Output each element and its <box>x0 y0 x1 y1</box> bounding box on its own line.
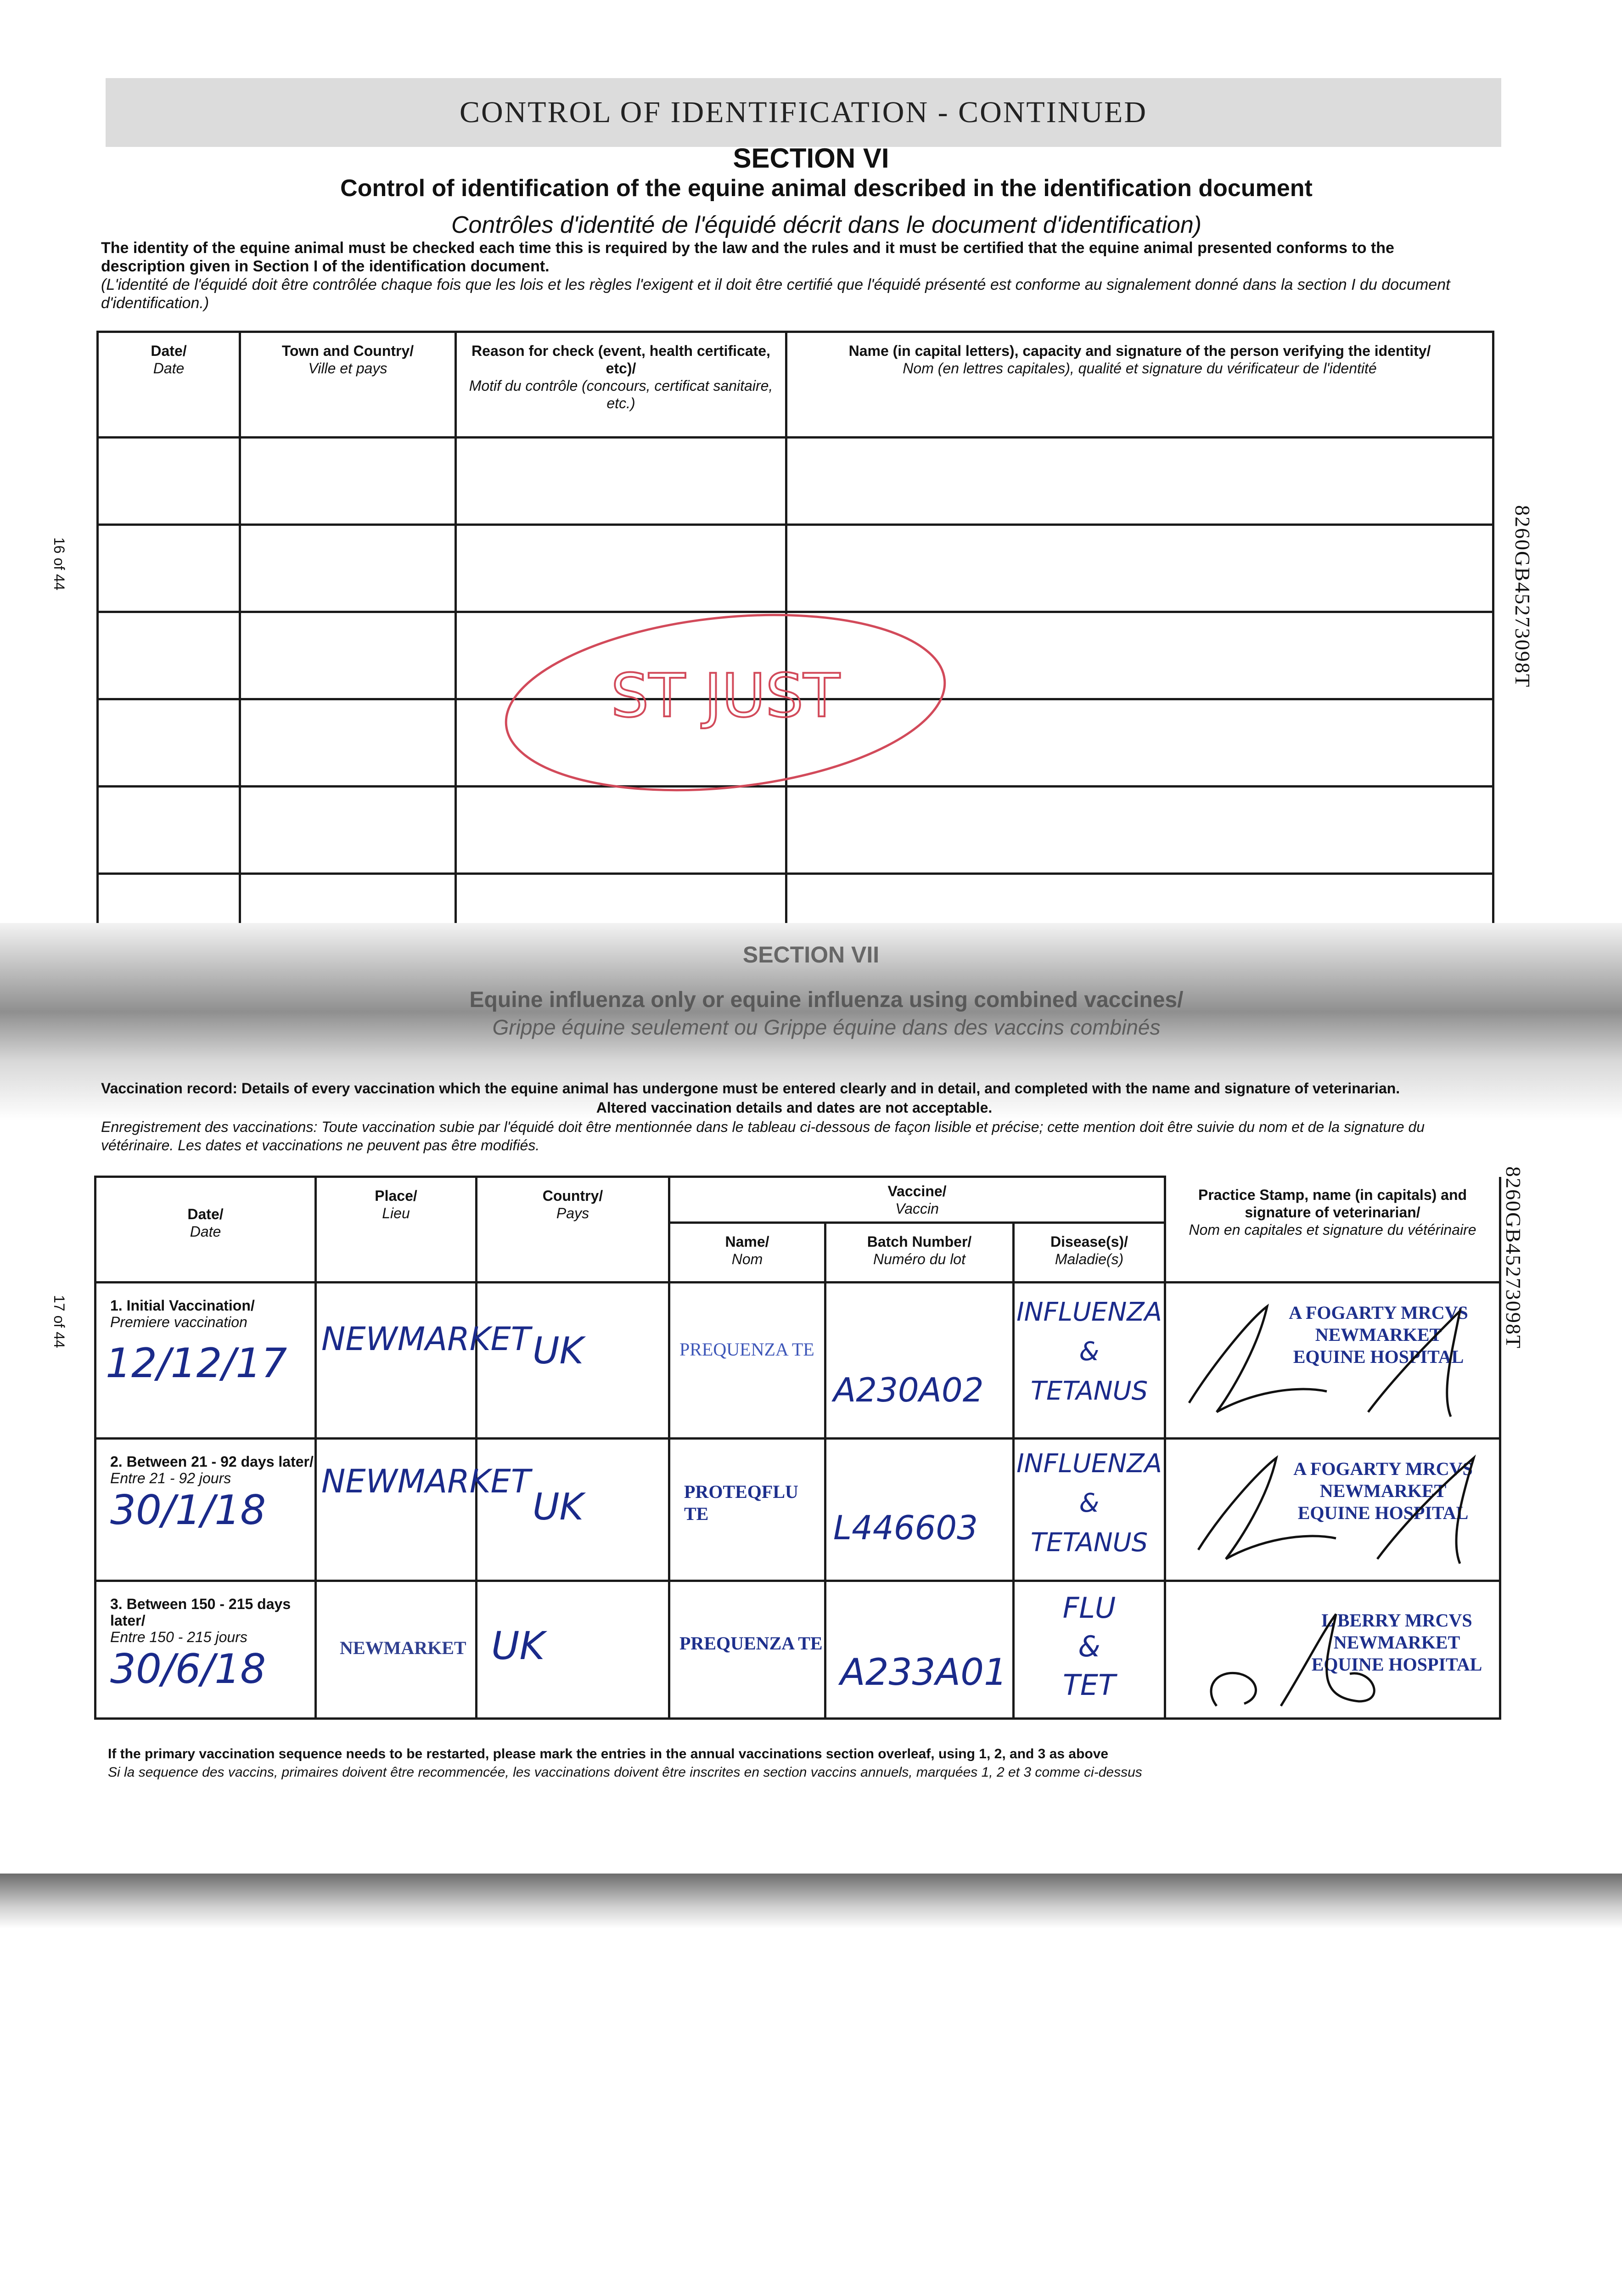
col-verifier: Name (in capital letters), capacity and signature of the person verifying the identity/ Nom (en lettres capitales), qualité et signature du vérificateur de l'identité <box>786 332 1493 438</box>
col-vaccine-name: Name/ Nom <box>669 1223 825 1283</box>
vacc-country-cell <box>477 1581 669 1719</box>
table-row <box>98 438 1493 525</box>
disease-3: TET <box>1063 1668 1116 1702</box>
col-vaccine: Vaccine/ Vaccin <box>669 1177 1165 1223</box>
vacc-name-cell <box>669 1283 825 1439</box>
col-stamp: Practice Stamp, name (in capitals) and signature of veterinarian/ Nom en capitales et signature du vétérinaire <box>1165 1177 1500 1283</box>
table-row <box>95 1581 1500 1719</box>
vacc-date-cell: 2. Between 21 - 92 days later/ Entre 21 - 92 jours 30/1/18 <box>95 1439 316 1581</box>
stamp-vet-name: A FOGARTY MRCVS <box>1293 1458 1473 1479</box>
col-batch: Batch Number/ Numéro du lot <box>825 1223 1014 1283</box>
section-vii-heading-en: Equine influenza only or equine influenza using combined vaccines/ <box>469 988 1184 1012</box>
vacc-date: 12/12/17 <box>106 1339 287 1387</box>
vacc-place-cell <box>316 1283 531 1439</box>
section-vi-title: SECTION VI <box>733 143 889 174</box>
col-place: Place/ Lieu <box>316 1177 477 1283</box>
col-date: Date/ Date <box>98 332 240 438</box>
vacc-stamp-cell <box>1165 1283 1500 1439</box>
stamp-text: ST JUST <box>611 661 840 731</box>
disease-2: & <box>1078 1630 1100 1663</box>
section-vii-heading-fr: Grippe équine seulement ou Grippe équine dans des vaccins combinés <box>492 1015 1161 1039</box>
vacc-country-cell <box>477 1283 669 1439</box>
vacc-place-cell <box>316 1439 531 1581</box>
vacc-country: UK <box>533 1486 584 1528</box>
vacc-date-cell: 1. Initial Vaccination/ Premiere vaccination 12/12/17 <box>95 1283 316 1439</box>
disease-3: TETANUS <box>1030 1528 1148 1558</box>
vacc-place: NEWMARKET <box>321 1463 531 1500</box>
footer-note-en: If the primary vaccination sequence needs to be restarted, please mark the entries in the annual vaccinations section overleaf, using 1, 2, and 3 as above <box>108 1746 1109 1761</box>
section-vii-title: SECTION VII <box>742 942 880 968</box>
vacc-place: NEWMARKET <box>340 1638 466 1658</box>
stamp-practice: NEWMARKET <box>1319 1480 1447 1501</box>
vacc-batch: L446603 <box>833 1508 978 1547</box>
vacc-place: NEWMARKET <box>321 1320 531 1358</box>
vet-signature <box>1175 1293 1497 1430</box>
page-number-lower: 17 of 44 <box>51 1295 67 1348</box>
vaccination-record-fr: Enregistrement des vaccinations: Toute vaccination subie par l'équidé doit être mentionnée dans le tableau ci-dessous de façon lisible et précise; cette mention doit être suivie du nom et de la signature du vétérinaire. Les dates et vaccinations ne peuvent pas être modifiés. <box>101 1119 1425 1154</box>
vacc-batch-cell <box>825 1283 1014 1439</box>
stamp-hospital: EQUINE HOSPITAL <box>1297 1503 1469 1523</box>
col-reason: Reason for check (event, health certificate, etc)/ Motif du contrôle (concours, certificat sanitaire, etc.) <box>456 332 786 438</box>
vacc-batch-cell <box>825 1581 1014 1719</box>
section-vi-heading-en: Control of identification of the equine animal described in the identification document <box>340 175 1313 202</box>
side-code-upper: 8260GB45273098T <box>1511 505 1534 688</box>
stamp-vet-name: L BERRY MRCVS <box>1321 1610 1472 1631</box>
side-code-lower: 8260GB45273098T <box>1502 1166 1525 1349</box>
disease-1: INFLUENZA <box>1016 1449 1162 1479</box>
disease-1: INFLUENZA <box>1016 1297 1162 1327</box>
page-number-upper: 16 of 44 <box>51 537 67 591</box>
vacc-stamp-cell <box>1165 1581 1500 1719</box>
vaccination-table <box>94 1176 1501 1720</box>
red-stamp <box>487 579 973 808</box>
vaccination-record-en2: Altered vaccination details and dates are not acceptable. <box>596 1099 993 1116</box>
table-header-row <box>95 1177 1500 1223</box>
vet-signature <box>1175 1587 1492 1715</box>
footer-note-fr: Si la sequence des vaccins, primaires doivent être recommencée, les vaccinations doivent être inscrites en section vaccins annuels, marquées 1, 2 et 3 comme ci-dessus <box>108 1765 1142 1780</box>
col-date: Date/ Date <box>95 1177 316 1283</box>
vacc-disease-cell <box>1014 1439 1165 1581</box>
vacc-country: UK <box>533 1329 584 1372</box>
stamp-practice: NEWMARKET <box>1333 1632 1460 1653</box>
stamp-practice: NEWMARKET <box>1315 1324 1442 1345</box>
vacc-name-cell <box>669 1439 825 1581</box>
vacc-date: 30/6/18 <box>110 1645 266 1693</box>
vaccination-record-en: Vaccination record: Details of every vaccination which the equine animal has undergone must be entered clearly and in detail, and completed with the name and signature of veterinarian. <box>101 1080 1400 1097</box>
vacc-date-cell: 3. Between 150 - 215 days later/ Entre 150 - 215 jours 30/6/18 <box>95 1581 316 1719</box>
col-town-country: Town and Country/ Ville et pays <box>240 332 456 438</box>
vacc-country-cell <box>477 1439 669 1581</box>
vacc-date: 30/1/18 <box>110 1486 266 1534</box>
disease-2: & <box>1079 1337 1100 1367</box>
disease-1: FLU <box>1062 1591 1116 1625</box>
col-country: Country/ Pays <box>477 1177 669 1283</box>
table-row <box>95 1283 1500 1439</box>
vacc-name: PREQUENZA TE <box>679 1339 814 1360</box>
vacc-country: UK <box>491 1623 545 1668</box>
vacc-name: PREQUENZA TE <box>679 1633 823 1654</box>
disease-3: TETANUS <box>1030 1376 1148 1406</box>
vacc-batch: A233A01 <box>840 1651 1007 1694</box>
table-row <box>95 1439 1500 1581</box>
page-edge-shadow <box>0 1874 1622 1929</box>
vacc-stamp-cell <box>1165 1439 1500 1581</box>
stamp-vet-name: A FOGARTY MRCVS <box>1289 1302 1468 1323</box>
section-vi-heading-fr: Contrôles d'identité de l'équidé décrit dans le document d'identification) <box>451 212 1202 238</box>
vacc-disease-cell <box>1014 1283 1165 1439</box>
vacc-place-cell <box>316 1581 477 1719</box>
vacc-batch: A230A02 <box>833 1371 984 1409</box>
stamp-hospital: EQUINE HOSPITAL <box>1311 1654 1482 1675</box>
page-banner: CONTROL OF IDENTIFICATION - CONTINUED <box>106 78 1501 147</box>
instruction-en: The identity of the equine animal must be checked each time this is required by the law and the rules and it must be certified that the equine animal presented conforms to the description given in Section I of the identification document. <box>101 239 1394 275</box>
col-disease: Disease(s)/ Maladie(s) <box>1014 1223 1165 1283</box>
table-row <box>98 874 1493 929</box>
vacc-batch-cell <box>825 1439 1014 1581</box>
vet-signature <box>1180 1444 1497 1577</box>
disease-2: & <box>1079 1488 1100 1518</box>
vacc-name: PROTEQFLU TE <box>684 1481 798 1524</box>
instruction-fr: (L'identité de l'équidé doit être contrôlée chaque fois que les lois et les règles l'exigent et il doit être certifié que l'équidé présenté est conforme au signalement donné dans la section I du document d'identification.) <box>101 276 1450 312</box>
vacc-disease-cell <box>1014 1581 1165 1719</box>
vacc-name-cell <box>669 1581 825 1719</box>
stamp-hospital: EQUINE HOSPITAL <box>1293 1346 1464 1367</box>
table-header-row <box>98 332 1493 438</box>
